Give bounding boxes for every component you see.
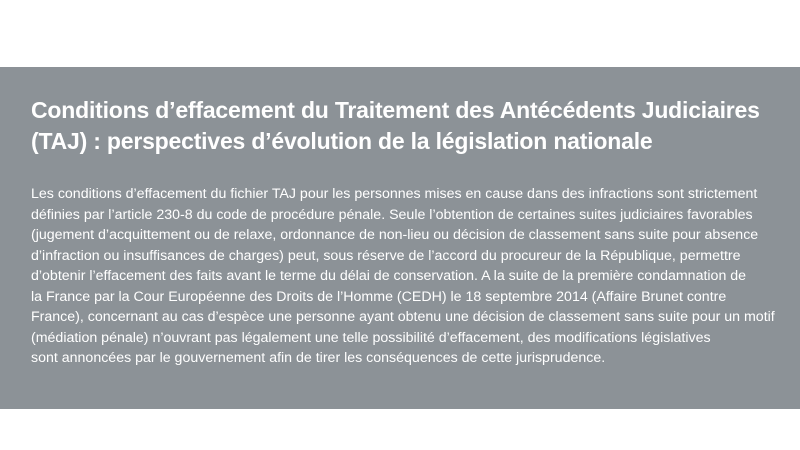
body-line: sont annoncées par le gouvernement afin de tirer les conséquences de cette jurisprudence. <box>31 350 606 366</box>
panel-title <box>31 95 800 157</box>
gray-info-panel <box>0 67 800 409</box>
panel-body-text <box>31 184 800 369</box>
title-line: Conditions d’effacement du Traitement des Antécédents Judiciaires <box>31 97 760 123</box>
body-line: France), concernant au cas d’espèce une personne ayant obtenu une décision de classement sans suite pour un motif <box>31 309 775 325</box>
body-line: la France par la Cour Européenne des Droits de l’Homme (CEDH) le 18 septembre 2014 (Affaire Brunet contre <box>31 288 727 305</box>
body-line: définies par l’article 230-8 du code de procédure pénale. Seule l’obtention de certaines suites judiciaires favorables <box>31 206 753 223</box>
body-line: (jugement d’acquittement ou de relaxe, ordonnance de non-lieu ou décision de classement sans suite pour absence <box>31 227 759 243</box>
body-line: d’obtenir l’effacement des faits avant le terme du délai de conservation. A la suite de la première condamnation de <box>31 268 747 284</box>
body-line: d’infraction ou insuffisances de charges) peut, sous réserve de l’accord du procureur de la République, permettre <box>31 247 741 264</box>
title-line: (TAJ) : perspectives d’évolution de la législation nationale <box>31 128 653 154</box>
body-line: Les conditions d’effacement du fichier TAJ pour les personnes mises en cause dans des infractions sont strictement <box>31 186 758 202</box>
body-line: (médiation pénale) n’ouvrant pas légalement une telle possibilité d’effacement, des modifications législatives <box>31 329 711 346</box>
